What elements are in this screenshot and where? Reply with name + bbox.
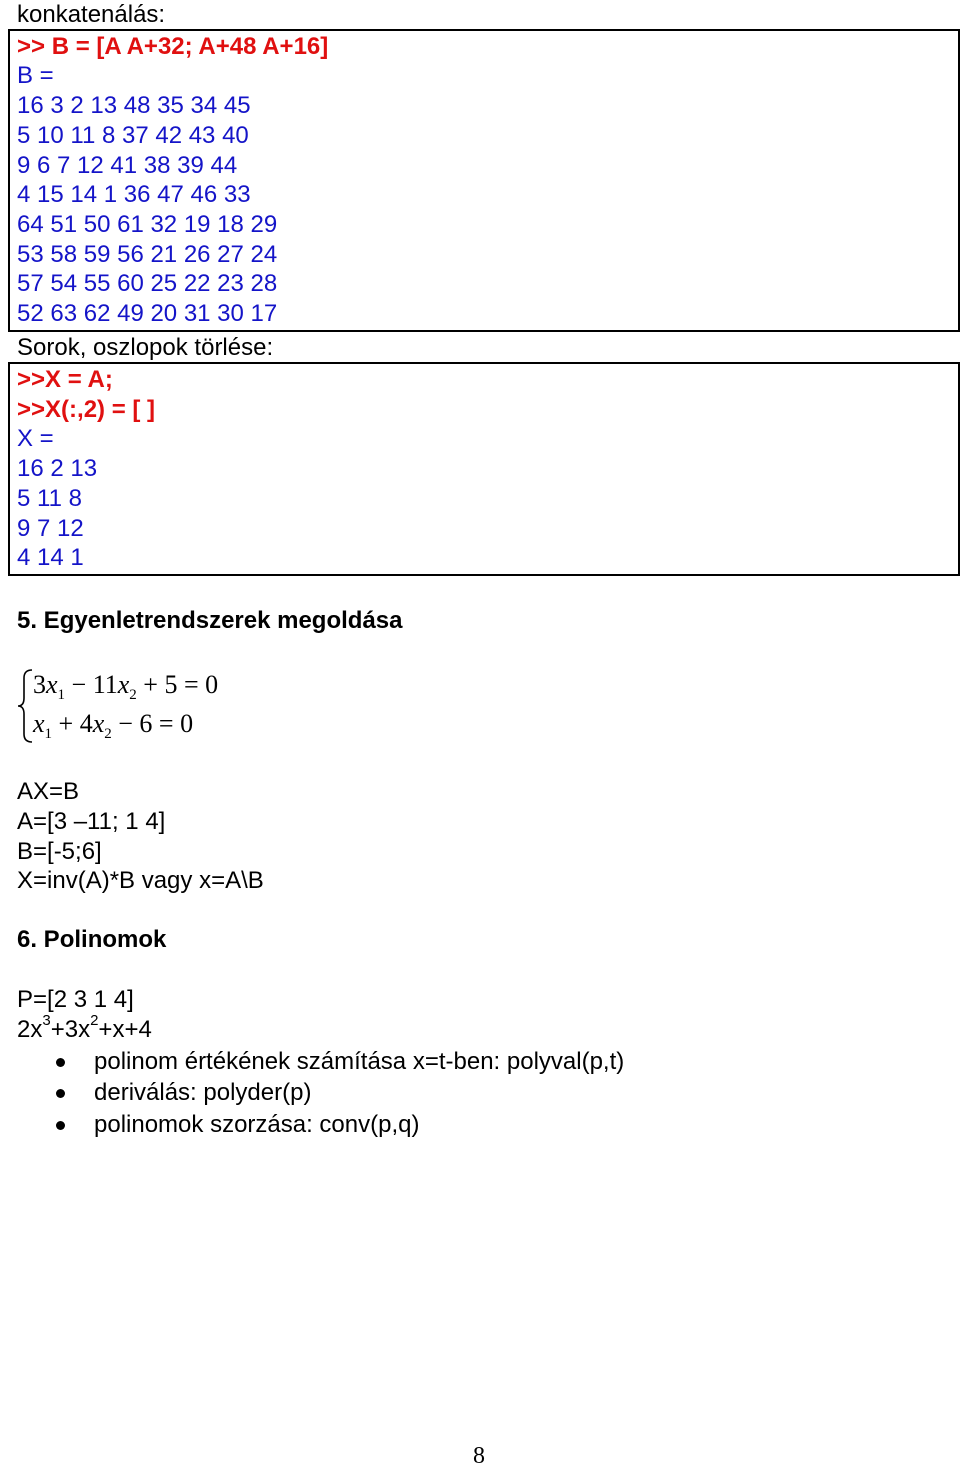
equation-2: $x_1 + 4x_2 - 6 = 0$ [33, 709, 194, 742]
concat-row: 57 54 55 60 25 22 23 28 [17, 270, 278, 297]
bullet-icon [56, 1058, 65, 1067]
equation-line: A=[3 –11; 1 4] [17, 808, 166, 835]
bullet-icon [56, 1089, 65, 1098]
delete-command: >>X = A; [17, 366, 113, 393]
equation-1: $3x_1 - 11x_2 + 5 = 0$ [33, 670, 219, 703]
concat-row: 9 6 7 12 41 38 39 44 [17, 152, 238, 179]
delete-row: 16 2 13 [17, 455, 98, 482]
delete-title: Sorok, oszlopok törlése: [17, 334, 274, 361]
polynomial-expression: $2x^3+3x^2+x+4$ [17, 1012, 152, 1043]
concat-row: 4 15 14 1 36 47 46 33 [17, 181, 251, 208]
equation-line: AX=B [17, 778, 80, 805]
delete-row: 9 7 12 [17, 515, 84, 542]
bullet-text: polinom értékének számítása x=t-ben: polyval(p,t) [94, 1048, 625, 1075]
concat-title: konkatenálás: [17, 1, 166, 28]
bullet-text: polinomok szorzása: conv(p,q) [94, 1111, 420, 1138]
concat-row: 64 51 50 61 32 19 18 29 [17, 211, 278, 238]
polynomial-definition: P=[2 3 1 4] [17, 986, 134, 1013]
polynomials-heading: 6. Polinomok [17, 926, 167, 953]
concat-row: 16 3 2 13 48 35 34 45 [17, 92, 251, 119]
bullet-icon [56, 1121, 65, 1130]
concat-row: 52 63 62 49 20 31 30 17 [17, 300, 278, 327]
equation-line: B=[-5;6] [17, 838, 102, 865]
concat-result-label: B = [17, 62, 54, 89]
delete-result-label: X = [17, 425, 54, 452]
bullet-text: deriválás: polyder(p) [94, 1079, 312, 1106]
concat-row: 5 10 11 8 37 42 43 40 [17, 122, 249, 149]
delete-row: 5 11 8 [17, 485, 82, 512]
equations-heading: 5. Egyenletrendszerek megoldása [17, 607, 403, 634]
equation-line: X=inv(A)*B vagy x=A\B [17, 867, 264, 894]
page-number: 8 [473, 1443, 485, 1469]
concat-command: >> B = [A A+32; A+48 A+16] [17, 33, 329, 60]
delete-row: 4 14 1 [17, 544, 84, 571]
concat-row: 53 58 59 56 21 26 27 24 [17, 241, 278, 268]
delete-command: >>X(:,2) = [ ] [17, 396, 156, 423]
